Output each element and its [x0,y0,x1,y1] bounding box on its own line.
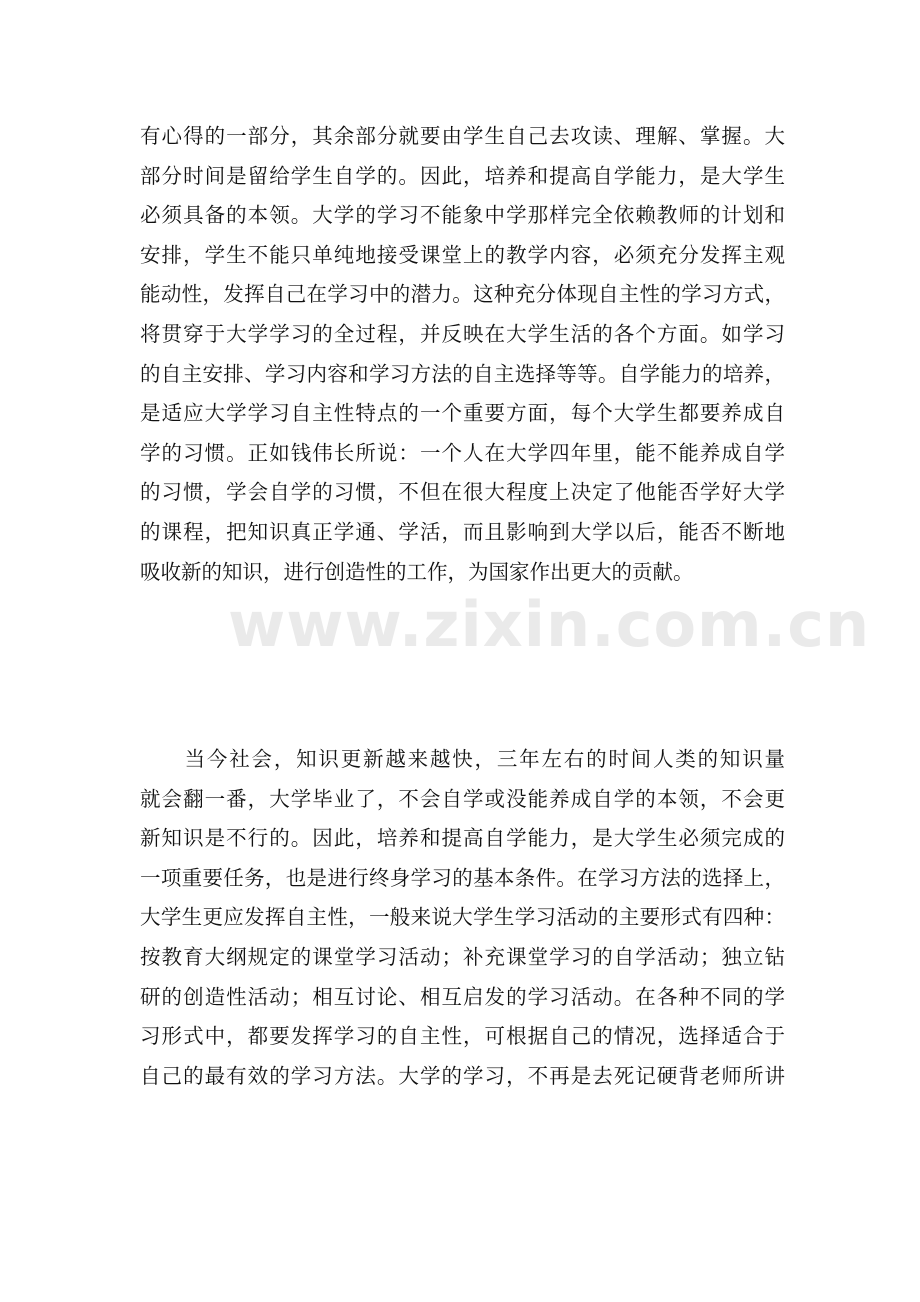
paragraph-2 [140,740,785,1096]
text-line: 习形式中，都要发挥学习的自主性，可根据自己的情况，选择适合于 [140,1024,785,1049]
text-line: 的习惯，学会自学的习惯，不但在很大程度上决定了他能否学好大学 [140,480,785,505]
text-line: 当今社会，知识更新越来越快，三年左右的时间人类的知识量 [140,747,785,771]
text-line: 是适应大学学习自主性特点的一个重要方面，每个大学生都要养成自 [140,401,785,426]
text-line: 将贯穿于大学学习的全过程，并反映在大学生活的各个方面。如学习 [140,321,785,346]
text-line: 能动性，发挥自己在学习中的潜力。这种充分体现自主性的学习方式， [140,282,785,307]
text-line: 就会翻一番，大学毕业了，不会自学或没能养成自学的本领，不会更 [140,786,785,811]
text-line: 的课程，把知识真正学通、学活，而且影响到大学以后，能否不断地 [140,519,785,544]
text-line: 一项重要任务，也是进行终身学习的基本条件。在学习方法的选择上， [140,865,785,890]
text-line: 吸收新的知识，进行创造性的工作，为国家作出更大的贡献。 [140,559,694,584]
text-line: 必须具备的本领。大学的学习不能象中学那样完全依赖教师的计划和 [140,203,785,228]
watermark: www.zixin.com.cn [228,588,871,661]
text-line: 自己的最有效的学习方法。大学的学习，不再是去死记硬背老师所讲 [140,1063,785,1088]
text-line: 安排，学生不能只单纯地接受课堂上的教学内容，必须充分发挥主观 [140,242,785,267]
text-line: 部分时间是留给学生自学的。因此，培养和提高自学能力，是大学生 [140,163,785,188]
text-line: 按教育大纲规定的课堂学习活动；补充课堂学习的自学活动；独立钻 [140,944,785,969]
text-line: 有心得的一部分，其余部分就要由学生自己去攻读、理解、掌握。大 [140,124,785,148]
text-line: 新知识是不行的。因此，培养和提高自学能力，是大学生必须完成的 [140,826,785,851]
text-line: 大学生更应发挥自主性，一般来说大学生学习活动的主要形式有四种： [140,905,785,930]
text-line: 学的习惯。正如钱伟长所说：一个人在大学四年里，能不能养成自学 [140,440,785,465]
text-line: 的自主安排、学习内容和学习方法的自主选择等等。自学能力的培养， [140,361,785,386]
paragraph-1 [140,117,785,592]
text-line: 研的创造性活动；相互讨论、相互启发的学习活动。在各种不同的学 [140,984,785,1009]
